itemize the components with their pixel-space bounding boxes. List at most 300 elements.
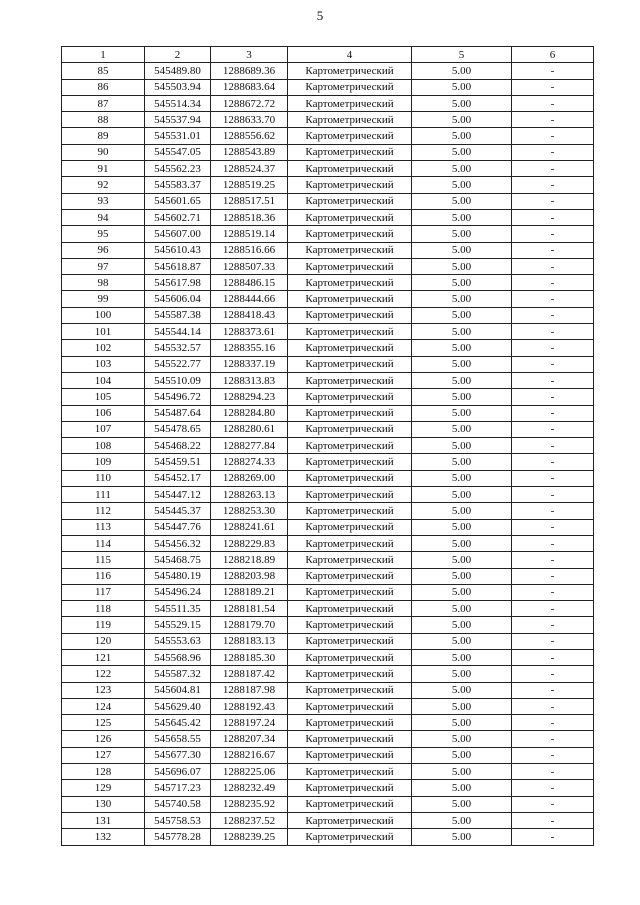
table-cell: 545617.98 (145, 275, 211, 291)
table-cell: 1288218.89 (211, 552, 288, 568)
table-cell: - (512, 698, 594, 714)
table-cell: 1288203.98 (211, 568, 288, 584)
table-cell: 1288235.92 (211, 796, 288, 812)
table-cell: 545468.75 (145, 552, 211, 568)
table-cell: Картометрический (288, 79, 412, 95)
table-row (62, 421, 594, 437)
table-cell: - (512, 617, 594, 633)
table-cell: 545489.80 (145, 63, 211, 79)
table-cell: - (512, 764, 594, 780)
table-cell: Картометрический (288, 356, 412, 372)
table-cell: 117 (62, 584, 145, 600)
table-cell: - (512, 584, 594, 600)
table-cell: - (512, 649, 594, 665)
table-cell: 545503.94 (145, 79, 211, 95)
table-cell: 545606.04 (145, 291, 211, 307)
table-cell: 5.00 (412, 470, 512, 486)
table-cell: Картометрический (288, 812, 412, 828)
table-cell: 111 (62, 487, 145, 503)
column-header: 5 (412, 47, 512, 63)
table-cell: 131 (62, 812, 145, 828)
table-cell: 5.00 (412, 796, 512, 812)
table-cell: 545532.57 (145, 340, 211, 356)
table-cell: - (512, 715, 594, 731)
table-row (62, 193, 594, 209)
table-cell: 545610.43 (145, 242, 211, 258)
table-cell: - (512, 470, 594, 486)
table-cell: 1288239.25 (211, 829, 288, 845)
table-cell: 5.00 (412, 454, 512, 470)
table-cell: 1288187.42 (211, 666, 288, 682)
table-cell: 5.00 (412, 747, 512, 763)
table-cell: 545547.05 (145, 144, 211, 160)
table-cell: 113 (62, 519, 145, 535)
table-cell: Картометрический (288, 601, 412, 617)
table-cell: 85 (62, 63, 145, 79)
table-cell: 545447.12 (145, 487, 211, 503)
table-row (62, 324, 594, 340)
table-cell: 1288197.24 (211, 715, 288, 731)
table-cell: 110 (62, 470, 145, 486)
table-cell: 92 (62, 177, 145, 193)
table-cell: Картометрический (288, 438, 412, 454)
table-cell: 1288277.84 (211, 438, 288, 454)
table-cell: Картометрический (288, 829, 412, 845)
table-cell: 545510.09 (145, 372, 211, 388)
table-cell: 1288181.54 (211, 601, 288, 617)
table-cell: Картометрический (288, 682, 412, 698)
table-cell: 5.00 (412, 356, 512, 372)
table-cell: 116 (62, 568, 145, 584)
table-cell: Картометрический (288, 633, 412, 649)
table-row (62, 356, 594, 372)
table-row (62, 633, 594, 649)
table-cell: 5.00 (412, 503, 512, 519)
table-cell: 121 (62, 649, 145, 665)
table-cell: 102 (62, 340, 145, 356)
table-cell: 1288517.51 (211, 193, 288, 209)
table-row (62, 731, 594, 747)
table-cell: 5.00 (412, 552, 512, 568)
table-cell: Картометрический (288, 275, 412, 291)
table-cell: 1288337.19 (211, 356, 288, 372)
table-cell: 5.00 (412, 666, 512, 682)
table-cell: Картометрический (288, 177, 412, 193)
table-cell: 5.00 (412, 63, 512, 79)
table-row (62, 747, 594, 763)
table-cell: 545583.37 (145, 177, 211, 193)
table-row (62, 764, 594, 780)
table-cell: 545496.72 (145, 389, 211, 405)
table-cell: 5.00 (412, 258, 512, 274)
table-cell: - (512, 487, 594, 503)
table-cell: 5.00 (412, 193, 512, 209)
table-row (62, 454, 594, 470)
table-cell: 545629.40 (145, 698, 211, 714)
table-cell: 1288241.61 (211, 519, 288, 535)
table-cell: Картометрический (288, 95, 412, 111)
table-cell: Картометрический (288, 796, 412, 812)
table-cell: - (512, 128, 594, 144)
table-cell: 5.00 (412, 389, 512, 405)
table-row (62, 177, 594, 193)
table-cell: 1288486.15 (211, 275, 288, 291)
table-cell: Картометрический (288, 405, 412, 421)
table-cell: 545696.07 (145, 764, 211, 780)
table-cell: - (512, 95, 594, 111)
table-cell: Картометрический (288, 112, 412, 128)
table-cell: 109 (62, 454, 145, 470)
table-cell: 5.00 (412, 242, 512, 258)
table-cell: 545602.71 (145, 209, 211, 225)
table-row (62, 535, 594, 551)
table-body (62, 63, 594, 845)
table-cell: 1288189.21 (211, 584, 288, 600)
table-cell: Картометрический (288, 584, 412, 600)
table-cell: 1288187.98 (211, 682, 288, 698)
table-cell: 5.00 (412, 226, 512, 242)
table-cell: - (512, 812, 594, 828)
table-cell: - (512, 161, 594, 177)
table-cell: 5.00 (412, 372, 512, 388)
table-cell: - (512, 454, 594, 470)
table-cell: 124 (62, 698, 145, 714)
table-row (62, 226, 594, 242)
table-cell: 1288518.36 (211, 209, 288, 225)
table-cell: - (512, 535, 594, 551)
table-cell: 5.00 (412, 487, 512, 503)
table-row (62, 95, 594, 111)
table-cell: 1288556.62 (211, 128, 288, 144)
table-cell: 545487.64 (145, 405, 211, 421)
table-cell: Картометрический (288, 649, 412, 665)
table-cell: Картометрический (288, 161, 412, 177)
table-cell: 98 (62, 275, 145, 291)
table-row (62, 161, 594, 177)
table-cell: 545522.77 (145, 356, 211, 372)
table-row (62, 340, 594, 356)
table-row (62, 780, 594, 796)
table-cell: 545553.63 (145, 633, 211, 649)
table-cell: 5.00 (412, 340, 512, 356)
table-cell: 1288519.25 (211, 177, 288, 193)
table-cell: - (512, 731, 594, 747)
table-cell: - (512, 275, 594, 291)
table-cell: - (512, 666, 594, 682)
table-cell: 120 (62, 633, 145, 649)
table-row (62, 63, 594, 79)
table-row (62, 698, 594, 714)
table-cell: - (512, 63, 594, 79)
table-cell: 5.00 (412, 568, 512, 584)
table-cell: - (512, 79, 594, 95)
table-cell: 545544.14 (145, 324, 211, 340)
coordinates-table (61, 46, 594, 846)
table-row (62, 79, 594, 95)
table-cell: - (512, 324, 594, 340)
table-row (62, 275, 594, 291)
table-row (62, 552, 594, 568)
table-cell: 1288284.80 (211, 405, 288, 421)
table-cell: 545529.15 (145, 617, 211, 633)
table-cell: 1288689.36 (211, 63, 288, 79)
table-cell: 1288269.00 (211, 470, 288, 486)
table-cell: - (512, 112, 594, 128)
table-cell: 5.00 (412, 209, 512, 225)
table-cell: 545468.22 (145, 438, 211, 454)
table-row (62, 258, 594, 274)
table-cell: Картометрический (288, 258, 412, 274)
table-cell: 106 (62, 405, 145, 421)
table-cell: 88 (62, 112, 145, 128)
table-cell: Картометрический (288, 487, 412, 503)
table-cell: Картометрический (288, 666, 412, 682)
table-cell: Картометрический (288, 617, 412, 633)
table-cell: 545740.58 (145, 796, 211, 812)
table-cell: 545677.30 (145, 747, 211, 763)
column-header: 2 (145, 47, 211, 63)
table-cell: 1288229.83 (211, 535, 288, 551)
table-cell: 126 (62, 731, 145, 747)
table-cell: 5.00 (412, 780, 512, 796)
table-row (62, 796, 594, 812)
table-cell: 1288237.52 (211, 812, 288, 828)
table-cell: 5.00 (412, 144, 512, 160)
table-cell: - (512, 829, 594, 845)
table-row (62, 812, 594, 828)
table-cell: 545604.81 (145, 682, 211, 698)
table-cell: 105 (62, 389, 145, 405)
table-cell: Картометрический (288, 715, 412, 731)
table-cell: 545511.35 (145, 601, 211, 617)
table-cell: 1288232.49 (211, 780, 288, 796)
table-cell: 87 (62, 95, 145, 111)
table-cell: Картометрический (288, 698, 412, 714)
table-cell: - (512, 421, 594, 437)
table-cell: 5.00 (412, 584, 512, 600)
table-cell: 545645.42 (145, 715, 211, 731)
table-cell: 5.00 (412, 764, 512, 780)
table-row (62, 307, 594, 323)
table-cell: Картометрический (288, 470, 412, 486)
table-cell: Картометрический (288, 552, 412, 568)
table-cell: 127 (62, 747, 145, 763)
table-row (62, 666, 594, 682)
table-cell: 118 (62, 601, 145, 617)
column-header: 4 (288, 47, 412, 63)
table-cell: 130 (62, 796, 145, 812)
table-cell: 545496.24 (145, 584, 211, 600)
table-cell: Картометрический (288, 454, 412, 470)
table-cell: Картометрический (288, 340, 412, 356)
table-cell: Картометрический (288, 372, 412, 388)
table-cell: 1288280.61 (211, 421, 288, 437)
table-cell: 1288543.89 (211, 144, 288, 160)
table-cell: 1288672.72 (211, 95, 288, 111)
table-cell: 545480.19 (145, 568, 211, 584)
table-cell: Картометрический (288, 503, 412, 519)
table-cell: Картометрический (288, 389, 412, 405)
table-cell: 119 (62, 617, 145, 633)
column-header: 1 (62, 47, 145, 63)
table-row (62, 372, 594, 388)
table-row (62, 601, 594, 617)
table-cell: 104 (62, 372, 145, 388)
table-cell: 545447.76 (145, 519, 211, 535)
table-cell: 128 (62, 764, 145, 780)
table-cell: - (512, 682, 594, 698)
table-cell: 1288373.61 (211, 324, 288, 340)
table-cell: Картометрический (288, 63, 412, 79)
table-cell: 5.00 (412, 715, 512, 731)
table-cell: 1288633.70 (211, 112, 288, 128)
table-cell: Картометрический (288, 568, 412, 584)
table-cell: - (512, 552, 594, 568)
table-cell: Картометрический (288, 144, 412, 160)
table-cell: Картометрический (288, 242, 412, 258)
table-cell: 545456.32 (145, 535, 211, 551)
table-cell: Картометрический (288, 291, 412, 307)
table-cell: Картометрический (288, 535, 412, 551)
table-cell: 5.00 (412, 161, 512, 177)
table-cell: 112 (62, 503, 145, 519)
table-cell: - (512, 438, 594, 454)
table-cell: - (512, 503, 594, 519)
table-cell: - (512, 633, 594, 649)
table-cell: 103 (62, 356, 145, 372)
table-cell: 5.00 (412, 307, 512, 323)
table-cell: 545717.23 (145, 780, 211, 796)
table-cell: 1288225.06 (211, 764, 288, 780)
table-cell: 129 (62, 780, 145, 796)
table-cell: 5.00 (412, 731, 512, 747)
table-cell: 5.00 (412, 829, 512, 845)
table-cell: 545587.38 (145, 307, 211, 323)
table-cell: 1288524.37 (211, 161, 288, 177)
table-cell: 1288274.33 (211, 454, 288, 470)
table-cell: - (512, 340, 594, 356)
table-cell: - (512, 193, 594, 209)
table-cell: 1288519.14 (211, 226, 288, 242)
table-cell: 100 (62, 307, 145, 323)
table-cell: 1288183.13 (211, 633, 288, 649)
table-cell: 545514.34 (145, 95, 211, 111)
table-cell: 95 (62, 226, 145, 242)
table-cell: 108 (62, 438, 145, 454)
table-cell: 1288263.13 (211, 487, 288, 503)
table-cell: 94 (62, 209, 145, 225)
table-cell: 5.00 (412, 421, 512, 437)
table-cell: 1288516.66 (211, 242, 288, 258)
table-cell: 5.00 (412, 601, 512, 617)
table-cell: - (512, 258, 594, 274)
table-cell: 1288192.43 (211, 698, 288, 714)
table-header-row (62, 47, 594, 63)
page-number: 5 (316, 8, 324, 23)
table-cell: 97 (62, 258, 145, 274)
table-cell: - (512, 144, 594, 160)
table-cell: 5.00 (412, 617, 512, 633)
table-cell: - (512, 405, 594, 421)
table-cell: 96 (62, 242, 145, 258)
column-header: 3 (211, 47, 288, 63)
table-row (62, 487, 594, 503)
table-cell: 545445.37 (145, 503, 211, 519)
table-cell: Картометрический (288, 307, 412, 323)
table-cell: 545587.32 (145, 666, 211, 682)
table-cell: - (512, 519, 594, 535)
table-cell: - (512, 601, 594, 617)
table-cell: 1288216.67 (211, 747, 288, 763)
table-cell: 101 (62, 324, 145, 340)
table-cell: Картометрический (288, 747, 412, 763)
table-row (62, 682, 594, 698)
table-cell: 115 (62, 552, 145, 568)
table-cell: - (512, 568, 594, 584)
table-row (62, 470, 594, 486)
table-cell: 545758.53 (145, 812, 211, 828)
table-cell: 5.00 (412, 649, 512, 665)
table-cell: - (512, 389, 594, 405)
table-row (62, 519, 594, 535)
table-row (62, 829, 594, 845)
table-cell: 5.00 (412, 275, 512, 291)
table-cell: 89 (62, 128, 145, 144)
table-cell: 5.00 (412, 79, 512, 95)
column-header: 6 (512, 47, 594, 63)
table-cell: - (512, 242, 594, 258)
table-cell: 90 (62, 144, 145, 160)
table-row (62, 649, 594, 665)
table-cell: Картометрический (288, 780, 412, 796)
table-cell: Картометрический (288, 519, 412, 535)
table-cell: 91 (62, 161, 145, 177)
table-cell: 545537.94 (145, 112, 211, 128)
table-cell: 5.00 (412, 535, 512, 551)
table-cell: 5.00 (412, 698, 512, 714)
table-cell: 1288355.16 (211, 340, 288, 356)
table-row (62, 438, 594, 454)
table-cell: - (512, 747, 594, 763)
table-cell: - (512, 307, 594, 323)
table-cell: Картометрический (288, 128, 412, 144)
table-cell: 545568.96 (145, 649, 211, 665)
table-cell: 545601.65 (145, 193, 211, 209)
table-cell: 1288444.66 (211, 291, 288, 307)
table-row (62, 503, 594, 519)
table-cell: 5.00 (412, 812, 512, 828)
table-cell: 545459.51 (145, 454, 211, 470)
table-cell: 1288253.30 (211, 503, 288, 519)
table-cell: 5.00 (412, 633, 512, 649)
table-cell: 114 (62, 535, 145, 551)
table-cell: Картометрический (288, 193, 412, 209)
table-row (62, 291, 594, 307)
table-cell: 5.00 (412, 438, 512, 454)
table-cell: 99 (62, 291, 145, 307)
table-cell: 5.00 (412, 291, 512, 307)
table-cell: 5.00 (412, 519, 512, 535)
table-cell: 545607.00 (145, 226, 211, 242)
table-cell: - (512, 209, 594, 225)
table-cell: Картометрический (288, 421, 412, 437)
table-cell: 1288294.23 (211, 389, 288, 405)
table-cell: - (512, 177, 594, 193)
table-cell: 545478.65 (145, 421, 211, 437)
table-cell: 545618.87 (145, 258, 211, 274)
table-cell: 5.00 (412, 324, 512, 340)
table-cell: 1288683.64 (211, 79, 288, 95)
